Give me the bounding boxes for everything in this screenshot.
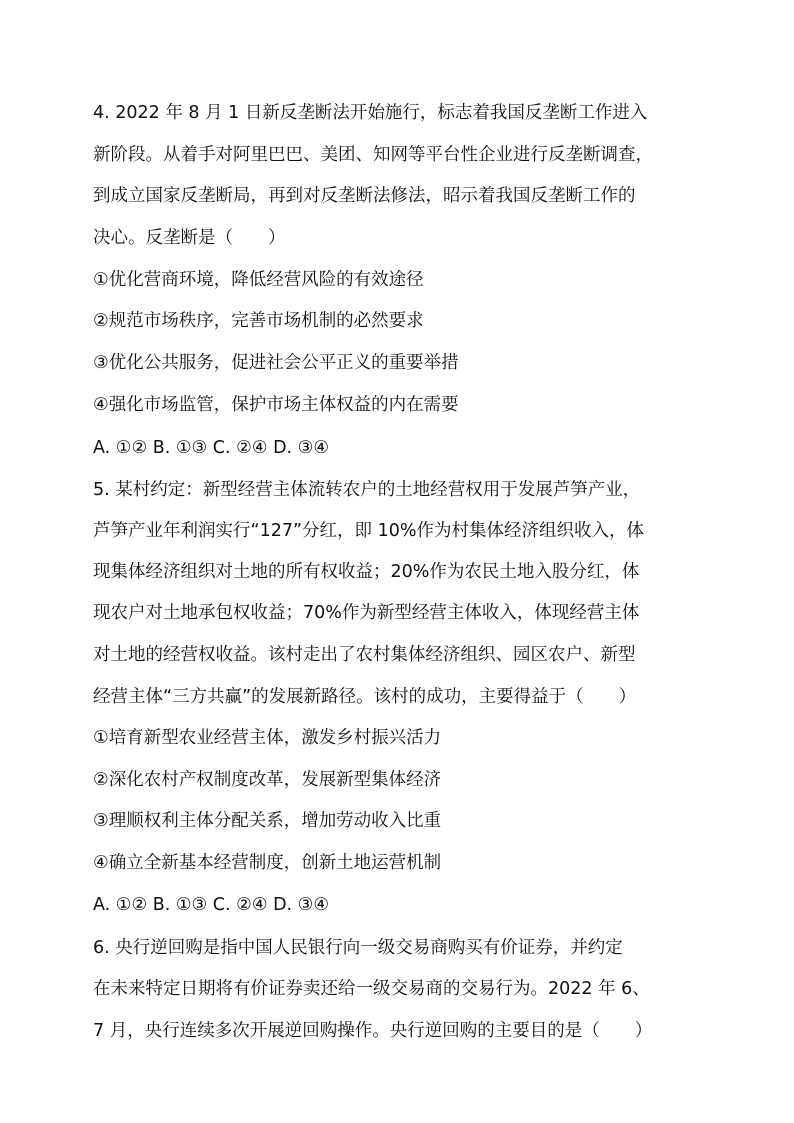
question-5-stem-line-5: 对土地的经营权收益。该村走出了农村集体经济组织、园区农户、新型 <box>93 645 636 665</box>
question-5-option-2: ②深化农村产权制度改革，发展新型集体经济 <box>93 770 442 790</box>
question-5-stem-line-2: 芦笋产业年利润实行“127”分红，即 10%作为村集体经济组织收入，体 <box>93 521 644 541</box>
question-4-option-1: ①优化营商环境，降低经营风险的有效途径 <box>93 270 424 290</box>
question-4-stem-line-2: 新阶段。从着手对阿里巴巴、美团、知网等平台性企业进行反垄断调查， <box>93 145 653 165</box>
question-5-stem-line-4: 现农户对土地承包权收益；70%作为新型经营主体收入，体现经营主体 <box>93 603 640 623</box>
question-5-option-3: ③理顺权利主体分配关系，增加劳动收入比重 <box>93 811 442 831</box>
question-4-choices: A. ①② B. ①③ C. ②④ D. ③④ <box>93 438 330 458</box>
question-6-stem-line-3: 7 月，央行连续多次开展逆回购操作。央行逆回购的主要目的是（ ） <box>93 1021 653 1041</box>
question-4-option-4: ④强化市场监管，保护市场主体权益的内在需要 <box>93 395 459 415</box>
question-5-stem-line-3: 现集体经济组织对土地的所有权收益；20%作为农民土地入股分红，体 <box>93 562 640 582</box>
question-5-stem-line-6: 经营主体“三方共赢”的发展新路径。该村的成功，主要得益于（ ） <box>93 687 637 707</box>
question-4-stem-line-4: 决心。反垄断是（ ） <box>93 228 286 248</box>
question-4-stem-line-1: 4. 2022 年 8 月 1 日新反垄断法开始施行，标志着我国反垄断工作进入 <box>93 103 648 123</box>
question-5-stem-line-1: 5. 某村约定：新型经营主体流转农户的土地经营权用于发展芦笋产业， <box>93 480 641 500</box>
question-4-stem-line-3: 到成立国家反垄断局，再到对反垄断法修法，昭示着我国反垄断工作的 <box>93 186 636 206</box>
question-5-option-4: ④确立全新基本经营制度，创新土地运营机制 <box>93 853 442 873</box>
question-4-option-2: ②规范市场秩序，完善市场机制的必然要求 <box>93 311 424 331</box>
question-6-stem-line-1: 6. 央行逆回购是指中国人民银行向一级交易商购买有价证券，并约定 <box>93 938 623 958</box>
question-6-stem-line-2: 在未来特定日期将有价证券卖还给一级交易商的交易行为。2022 年 6、 <box>93 979 650 999</box>
question-5-choices: A. ①② B. ①③ C. ②④ D. ③④ <box>93 895 330 915</box>
question-5-option-1: ①培育新型农业经营主体，激发乡村振兴活力 <box>93 728 442 748</box>
question-4-option-3: ③优化公共服务，促进社会公平正义的重要举措 <box>93 353 459 373</box>
